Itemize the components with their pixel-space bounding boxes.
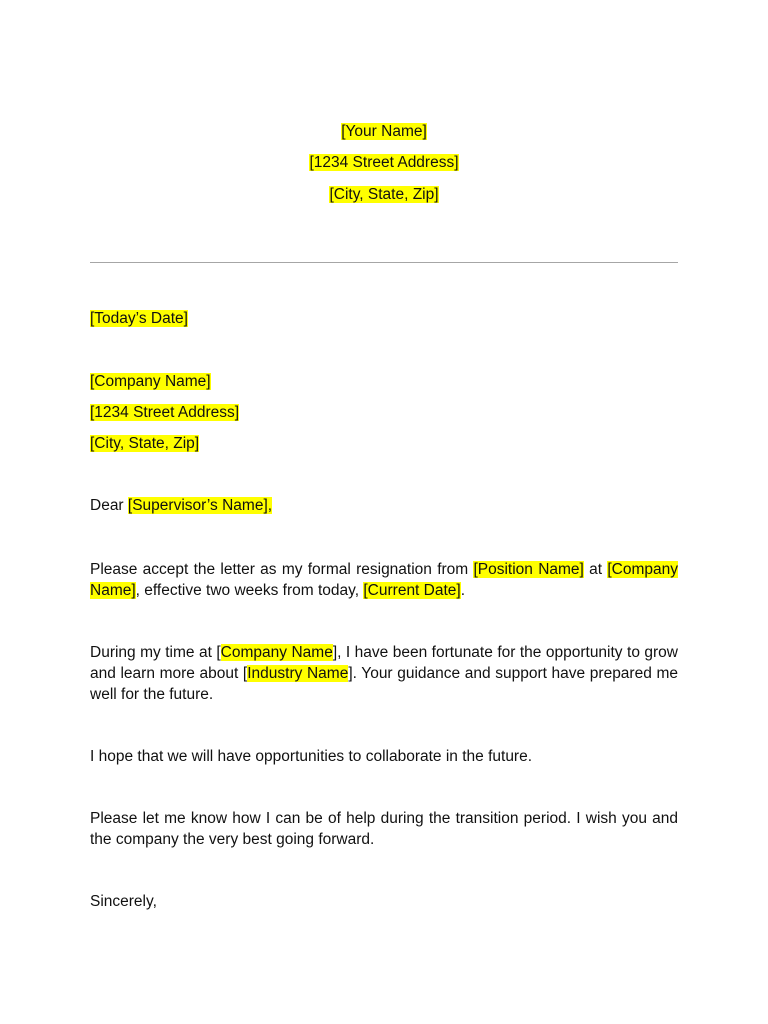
sender-city: [City, State, Zip] bbox=[329, 186, 439, 203]
sender-city-line bbox=[0, 186, 768, 204]
p2-text-1: During my time at [ bbox=[90, 644, 221, 661]
salutation-name: [Supervisor’s Name], bbox=[127, 497, 273, 514]
recipient-city-line bbox=[90, 435, 199, 453]
sender-address: [1234 Street Address] bbox=[309, 154, 459, 171]
recipient-company: [Company Name] bbox=[90, 373, 211, 390]
recipient-company-line bbox=[90, 373, 211, 391]
p2-text-3: ]. Your guidance and support have prepared me well for the future. bbox=[90, 665, 678, 703]
letter-date: [Today’s Date] bbox=[90, 310, 188, 327]
salutation bbox=[90, 497, 272, 515]
paragraph-resignation bbox=[90, 559, 678, 601]
date-line bbox=[90, 310, 188, 328]
paragraph-experience bbox=[90, 642, 678, 705]
recipient-city: [City, State, Zip] bbox=[90, 435, 200, 452]
header-divider bbox=[90, 262, 678, 263]
p1-text-1: Please accept the letter as my formal resignation from bbox=[90, 561, 474, 578]
salutation-prefix: Dear bbox=[90, 497, 128, 514]
p1-text-3: , effective two weeks from today, bbox=[135, 582, 364, 599]
p1-text-2: at bbox=[583, 561, 608, 578]
industry-name: Industry Name bbox=[247, 665, 349, 682]
paragraph-collaborate: I hope that we will have opportunities to collaborate in the future. bbox=[90, 748, 533, 765]
position-name: [Position Name] bbox=[473, 561, 584, 578]
recipient-address: [1234 Street Address] bbox=[90, 404, 240, 421]
p2-text-2: ], I have been fortunate for the opportunity to grow and learn more about [ bbox=[90, 644, 678, 682]
recipient-address-line bbox=[90, 404, 239, 422]
p2-company-name: Company Name bbox=[220, 644, 333, 661]
current-date: [Current Date] bbox=[363, 582, 461, 599]
closing: Sincerely, bbox=[90, 893, 157, 910]
paragraph-transition: Please let me know how I can be of help during the transition period. I wish you and the company the very best going forward. bbox=[90, 810, 678, 848]
p1-company-name: [Company Name] bbox=[90, 561, 678, 599]
p1-text-4: . bbox=[460, 582, 466, 599]
sender-name: [Your Name] bbox=[341, 123, 427, 140]
sender-address-line bbox=[0, 154, 768, 172]
sender-name-line bbox=[0, 123, 768, 141]
